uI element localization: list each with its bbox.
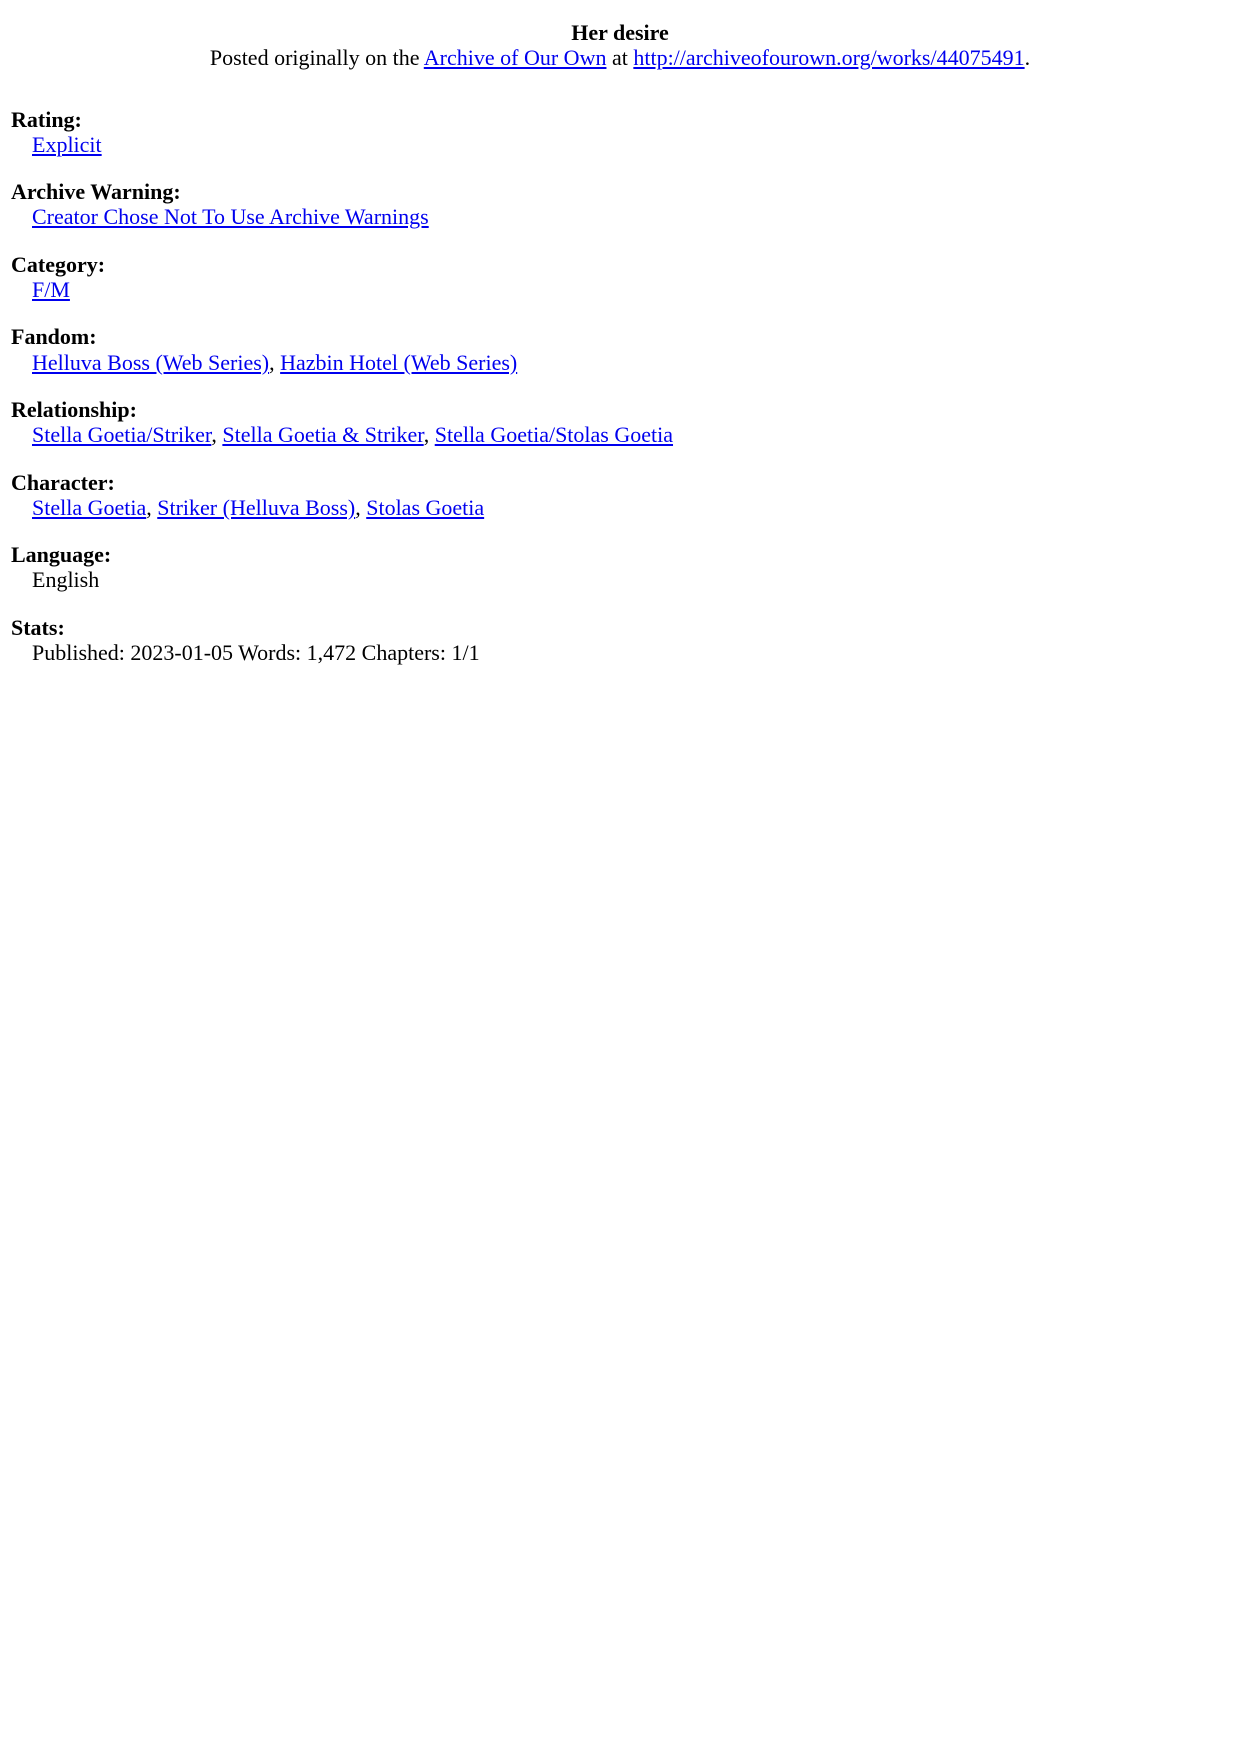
archive-of-our-own-link[interactable]: Archive of Our Own	[423, 45, 607, 71]
tag-link-striker-helluva-boss[interactable]: Striker (Helluva Boss)	[157, 494, 356, 520]
meta-label-fandom: Fandom:	[11, 324, 97, 350]
meta-value-category	[32, 277, 1229, 302]
tag-link-helluva-boss[interactable]: Helluva Boss (Web Series)	[32, 349, 270, 375]
tag-link-stella-goetia[interactable]: Stella Goetia	[32, 494, 147, 520]
tag-separator: ,	[146, 494, 158, 520]
tag-link-stella-goetia-and-striker[interactable]: Stella Goetia & Striker	[222, 422, 424, 448]
tag-separator: ,	[211, 422, 223, 448]
meta-value-rating	[32, 132, 1229, 157]
tag-link-f-m[interactable]: F/M	[32, 277, 70, 303]
tag-link-explicit[interactable]: Explicit	[32, 131, 102, 157]
meta-value-relationship	[32, 422, 1229, 447]
tag-link-stolas-goetia[interactable]: Stolas Goetia	[366, 494, 485, 520]
at-text: at	[606, 45, 634, 71]
meta-value-stats	[32, 640, 1229, 665]
tag-link-stella-goetia-slash-stolas-goetia[interactable]: Stella Goetia/Stolas Goetia	[434, 422, 674, 448]
tag-link-hazbin-hotel[interactable]: Hazbin Hotel (Web Series)	[280, 349, 518, 375]
meta-label-language: Language:	[11, 542, 112, 568]
meta-label-rating: Rating:	[11, 106, 82, 132]
work-preface	[11, 20, 1229, 71]
tag-separator: ,	[423, 422, 435, 448]
stats-value: Published: 2023-01-05 Words: 1,472 Chapters: 1/1	[32, 640, 480, 666]
work-meta-list	[11, 107, 1229, 666]
meta-value-fandom	[32, 350, 1229, 375]
meta-label-archive-warning: Archive Warning:	[11, 179, 181, 205]
tag-separator: ,	[269, 349, 281, 375]
tag-separator: ,	[355, 494, 367, 520]
period-text: .	[1024, 45, 1031, 71]
meta-value-archive-warning	[32, 204, 1229, 229]
meta-label-character: Character:	[11, 469, 115, 495]
meta-value-language	[32, 567, 1229, 592]
work-title: Her desire	[571, 20, 669, 45]
meta-value-character	[32, 495, 1229, 520]
posted-prefix-text: Posted originally on the	[209, 45, 424, 71]
language-value: English	[32, 567, 100, 593]
meta-label-stats: Stats:	[11, 614, 65, 640]
tag-link-stella-goetia-slash-striker[interactable]: Stella Goetia/Striker	[32, 422, 212, 448]
meta-label-relationship: Relationship:	[11, 396, 137, 422]
tag-link-creator-chose-not-to-use-archive-warnings[interactable]: Creator Chose Not To Use Archive Warnings	[32, 204, 429, 230]
work-url-link[interactable]: http://archiveofourown.org/works/44075491	[633, 45, 1025, 71]
meta-label-category: Category:	[11, 251, 106, 277]
